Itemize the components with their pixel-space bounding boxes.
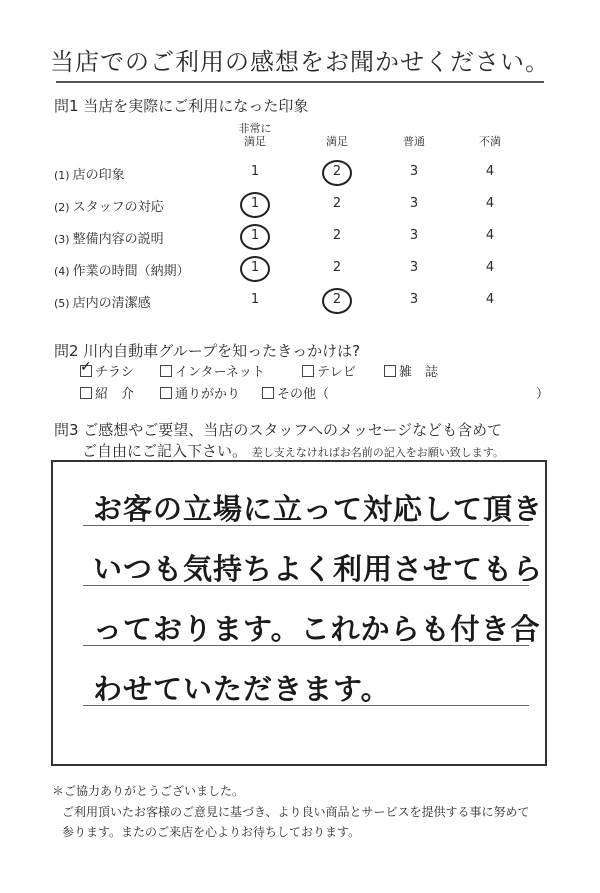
row-text: 店の印象 [72,168,125,183]
option-label: 雑 誌 [399,365,439,380]
option-referral[interactable] [80,383,134,402]
option-label: テレビ [317,365,356,380]
rating-option[interactable]: 4 [485,292,495,307]
rating-option[interactable]: 3 [409,196,419,211]
checkbox-internet[interactable] [160,365,172,377]
other-close-paren: ） [536,387,550,402]
handwritten-line-1: お客の立場に立って対応して頂き [93,492,544,526]
rating-option[interactable]: 3 [409,260,419,275]
column-header-normal: 普通 [403,135,425,148]
checkbox-passing-by[interactable] [160,387,172,399]
row-number: (2) [54,201,70,214]
row-text: 作業の時間（納期） [72,264,190,279]
q1-row-label [54,196,164,215]
selected-circle-icon [322,288,352,314]
selected-circle-icon [240,256,270,282]
option-tv[interactable] [302,361,356,380]
q3-subtitle-main: ご自由にご記入下さい。 [82,442,248,460]
rating-option[interactable]: 1 [250,292,260,307]
rating-option[interactable]: 3 [409,164,419,179]
row-text: 店内の清潔感 [72,296,151,311]
q1-row-label [54,292,151,311]
q1-title: 問1 当店を実際にご利用になった印象 [54,97,309,115]
checkbox-referral[interactable] [80,387,92,399]
comment-box[interactable] [51,460,547,766]
page-title: 当店でのご利用の感想をお聞かせください。 [50,48,550,76]
rating-option[interactable]: 3 [409,228,419,243]
rating-option[interactable]: 1 [245,260,265,275]
q1-row-label [54,164,125,183]
option-flyer[interactable] [80,361,134,380]
checkbox-other[interactable] [262,387,274,399]
q2-title: 問2 川内自動車グループを知ったきっかけは? [54,342,361,360]
handwritten-line-3: っております。これからも付き合 [93,612,541,646]
column-header-satisfied: 満足 [326,135,348,148]
check-mark-icon: ✓ [80,359,92,375]
column-header-dissatisfied: 不満 [479,135,501,148]
q1-row-label [54,228,164,247]
rating-option[interactable]: 4 [485,164,495,179]
rating-option[interactable]: 1 [250,164,260,179]
footer-message-2: 参ります。またのご来店を心よりお待ちしております。 [62,825,361,839]
handwritten-line-4: わせていただきます。 [93,672,391,706]
rating-option[interactable]: 2 [327,292,347,307]
row-text: スタッフの対応 [72,200,164,215]
column-header-line: 満足 [244,135,266,148]
row-number: (4) [54,265,70,278]
q1-row-label [54,260,190,279]
row-number: (1) [54,169,70,182]
row-number: (5) [54,297,70,310]
rating-option[interactable]: 4 [485,260,495,275]
footer-message-1: ご利用頂いたお客様のご意見に基づき、より良い商品とサービスを提供する事に努めて [62,805,530,819]
rating-option[interactable]: 2 [332,228,342,243]
column-header-very-satisfied [225,122,285,148]
rating-option[interactable]: 3 [409,292,419,307]
rating-option[interactable]: 4 [485,228,495,243]
checkbox-flyer[interactable] [80,359,92,377]
rating-option[interactable]: 2 [327,164,347,179]
option-label: その他（ [277,387,330,402]
option-magazine[interactable] [384,361,438,380]
q3-subtitle-note: 差し支えなければお名前の記入をお願い致します。 [251,446,504,459]
checkbox-magazine[interactable] [384,365,396,377]
selected-circle-icon [322,160,352,186]
option-passing-by[interactable] [160,383,240,402]
footer-thanks: ＊ご協力ありがとうございました。 [52,784,245,798]
row-number: (3) [54,233,70,246]
row-text: 整備内容の説明 [72,232,164,247]
rating-option[interactable]: 4 [485,196,495,211]
option-label: チラシ [95,365,135,380]
option-label: 通りがかり [175,387,241,402]
q3-subtitle [82,440,504,461]
rating-option[interactable]: 2 [332,260,342,275]
handwritten-line-2: いつも気持ちよく利用させてもら [93,552,544,586]
option-label: 紹 介 [95,387,135,402]
checkbox-tv[interactable] [302,365,314,377]
title-divider [56,81,544,83]
q3-title: 問3 ご感想やご要望、当店のスタッフへのメッセージなども含めて [54,421,503,439]
option-other[interactable] [262,383,329,402]
rating-option[interactable]: 1 [245,228,265,243]
option-internet[interactable] [160,361,265,380]
selected-circle-icon [240,224,270,250]
rating-option[interactable]: 2 [332,196,342,211]
option-label: インターネット [175,365,265,380]
selected-circle-icon [240,192,270,218]
rating-option[interactable]: 1 [245,196,265,211]
column-header-line: 非常に [238,122,272,135]
